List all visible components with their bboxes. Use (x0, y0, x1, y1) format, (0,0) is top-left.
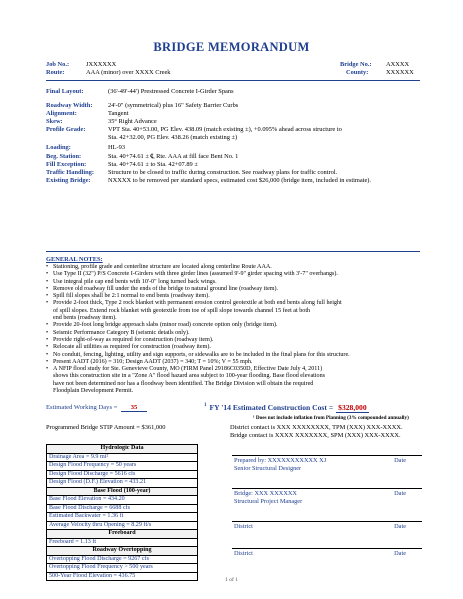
detail-label: Alignment: (46, 110, 77, 117)
detail-value: 24'-0" (symmetrical) plus 16" Safety Barrier Curbs (108, 102, 239, 109)
bridge-no (340, 61, 410, 69)
detail-value: Structure to be closed to traffic during construction. See roadway plans for traffic control. (108, 169, 338, 176)
general-note (46, 322, 426, 329)
detail-value: VPT Sta. 40+53.00, PG Elev. 438.09 (match existing ±), +0.095% ahead across structure to (108, 126, 342, 133)
table-cell: Design Flood Frequency = 50 years (47, 462, 198, 471)
general-note-line: • Provide right-of-way as required for construction (roadway item). (53, 336, 214, 343)
general-note-line: of spill slopes. Extend rock blanket with geotextile from toe of spill slope towards channel 15 feet at both (53, 307, 311, 314)
general-note (46, 366, 426, 395)
general-note-line: • No conduit, fencing, lighting, utility and sign supports, or sidewalks are to be included in the final plans for this structure. (53, 351, 350, 358)
details-divider (46, 251, 420, 252)
table-section-heading: Roadway Overtopping (47, 547, 198, 556)
table-cell: Drainage Area = 9.9 mi² (47, 453, 198, 462)
cost-footnote-marker: 1 (204, 403, 207, 409)
page-number: 1 of 1 (224, 577, 239, 583)
table-cell: Base Flood Elevation = 434.20 (47, 496, 198, 505)
table-section-row (47, 547, 198, 556)
detail-label: Loading: (46, 144, 71, 151)
table-section-row (47, 530, 198, 539)
detail-label: Roadway Width: (46, 102, 93, 109)
construction-cost-label: FY '14 Estimated Construction Cost = (209, 403, 334, 412)
table-row (47, 521, 198, 530)
detail-value: NXXXX to be removed per standard specs, estimated cost $26,000 (bridge item, included in estimate). (108, 177, 372, 184)
table-row (47, 538, 198, 547)
general-note (46, 330, 426, 337)
general-note-line: • A NFIP flood study for Ste. Genevieve County, MO (FIRM Panel 29186C0350D, Effective Date July 4, 2011) (53, 366, 323, 373)
county (346, 69, 414, 77)
general-note-line: • Seismic Performance Category B (seismic details only). (53, 329, 190, 336)
hydrologic-data-table (46, 444, 198, 581)
header-divider (46, 80, 420, 81)
detail-value: Tangent (108, 110, 129, 117)
detail-label: Fill Exception: (46, 161, 87, 168)
signature-date-label: Date (394, 490, 406, 497)
general-note (46, 271, 426, 278)
job-no (46, 61, 117, 69)
general-note-line: • Use integral pile cap end bents with 10'-0" long turned back wings. (53, 278, 217, 285)
detail-label: Skew: (46, 118, 63, 125)
table-cell: Freeboard = 1.13 ft (47, 538, 198, 547)
working-days (46, 404, 147, 412)
signature-name: Prepared by: XXXXXXXXXXX XJ (234, 457, 327, 464)
table-cell: 500-Year Flood Elevation = 436.75 (47, 572, 198, 581)
county-value: XXXXXX (386, 69, 414, 76)
table-row (47, 504, 198, 513)
signature-title: Structural Project Manager (234, 498, 303, 505)
detail-label: Existing Bridge: (46, 177, 91, 184)
general-note-line: • Relocate all utilities as required for construction (roadway item). (53, 344, 211, 351)
table-row (47, 513, 198, 522)
general-note-line: • Spill fill slopes shall be 2:1 normal to end bents (roadway item). (53, 293, 210, 300)
signature-title: Senior Structural Designer (234, 465, 302, 472)
construction-cost (204, 403, 369, 413)
general-note (46, 279, 426, 286)
general-note-line: • Provide 2-foot thick, Type 2 rock blanket with permanent erosion control geotextile at both end bents along full height (53, 300, 342, 307)
table-row (47, 555, 198, 564)
table-row (47, 479, 198, 488)
general-note (46, 344, 426, 351)
signature-line (232, 455, 422, 456)
table-section-heading: Freeboard (47, 530, 198, 539)
general-note-line: have not been determined nor has a floodway been identified. The Bridge Division will obtain the required (53, 380, 314, 387)
page-title: BRIDGE MEMORANDUM (153, 40, 310, 54)
working-days-value: 35 (121, 404, 147, 412)
signature-line (232, 548, 422, 549)
table-section-heading: Base Flood (100-year) (47, 487, 198, 496)
signature-date-label: Date (394, 550, 406, 557)
general-note-line: Floodplain Development Permit. (53, 388, 134, 395)
table-cell: Overtopping Flood Discharge = 9267 cfs (47, 555, 198, 564)
detail-value: Sta. 40+74.61 ± to Sta. 42+07.89 ± (108, 161, 198, 168)
table-row (47, 564, 198, 573)
table-cell: Base Flood Discharge = 6688 cfs (47, 504, 198, 513)
general-notes-list (46, 264, 426, 395)
route (46, 69, 171, 77)
detail-label: Traffic Handling: (46, 169, 94, 176)
detail-value: Sta. 42+32.00, PG Elev. 438.26 (match existing ±) (108, 134, 238, 141)
bridge-no-value: AXXXX (386, 61, 410, 68)
table-section-row (47, 487, 198, 496)
detail-value: (36'-49'-44') Prestressed Concrete I-Girder Spans (108, 88, 234, 95)
table-section-heading: Hydrologic Data (47, 445, 198, 454)
route-label: Route: (46, 69, 65, 76)
detail-value: Sta. 40+74.61 ± ℄ Rte. AAA at fill face Bent No. 1 (108, 153, 239, 160)
table-cell: Average Velocity thru Opening = 8.29 ft/s (47, 521, 198, 530)
bridge-no-label: Bridge No.: (340, 61, 372, 68)
table-cell: Design Flood Discharge = 5616 cfs (47, 470, 198, 479)
general-note-line: shows this construction site in a "Zone A" flood hazard area subject to 100-year flooding. Base flood elevations (53, 373, 326, 380)
detail-label: Profile Grade: (46, 126, 86, 133)
detail-value: HL-93 (108, 144, 126, 151)
district-contact: District contact is XXX XXXXXXXX, TPM (XXX) XXX-XXXX. (230, 424, 403, 431)
working-days-label: Estimated Working Days = (46, 404, 118, 411)
general-note (46, 300, 426, 322)
general-note-line: • Remove old roadway fill under the ends of the bridge to natural ground line (roadway item). (53, 285, 279, 292)
table-cell: Design Flood (D.F.) Elevation = 433.21 (47, 479, 198, 488)
stip-amount: Programmed Bridge STIP Amount = $361,000 (46, 424, 166, 431)
signature-line (232, 488, 422, 489)
table-row (47, 496, 198, 505)
job-no-label: Job No.: (46, 61, 70, 68)
general-note (46, 352, 426, 359)
construction-cost-value: $328,000 (338, 403, 367, 412)
signature-name: District (234, 523, 253, 530)
inflation-footnote: ¹ Does not include inflation from Planning (3% compounded annually) (253, 415, 409, 421)
county-label: County: (346, 69, 369, 76)
detail-label: Final Layout: (46, 88, 84, 95)
table-row (47, 462, 198, 471)
table-section-row (47, 445, 198, 454)
signature-date-label: Date (394, 523, 406, 530)
general-note-line: • Use Type II (32") P/S Concrete I-Girders with three girder lines (assumed 9'-9" girder spacing with 3'-7" overhangs). (53, 271, 338, 278)
signature-name: District (234, 550, 253, 557)
signature-name: Bridge: XXX XXXXXX (234, 490, 297, 497)
general-note-line: • Stationing, profile grade and centerline structure are located along centerline Route AAA. (53, 264, 272, 270)
general-notes-heading: GENERAL NOTES: (46, 256, 103, 263)
signature-line (232, 521, 422, 522)
detail-label: Beg. Station: (46, 153, 82, 160)
route-value: AAA (minor) over XXXX Creek (86, 69, 171, 76)
table-row (47, 470, 198, 479)
general-note-line: end bents (roadway item). (53, 315, 117, 322)
table-row (47, 453, 198, 462)
general-note-line: • Provide 20-foot long bridge approach slabs (minor road) concrete option only (bridge item). (53, 322, 278, 329)
detail-value: 35° Right Advance (108, 118, 157, 125)
job-no-value: JXXXXXX (86, 61, 117, 68)
bridge-contact: Bridge contact is XXXX XXXXXXX, SPM (XXX) XXX-XXXX. (230, 432, 401, 439)
general-note-line: • Present AADT (2016) = 310; Design AADT (2037) = 340; T = 10%; V = 55 mph. (53, 358, 253, 365)
signature-date-label: Date (394, 457, 406, 464)
table-cell: Estimated Backwater = 1.36 ft (47, 513, 198, 522)
table-cell: Overtopping Flood Frequency > 500 years (47, 564, 198, 573)
